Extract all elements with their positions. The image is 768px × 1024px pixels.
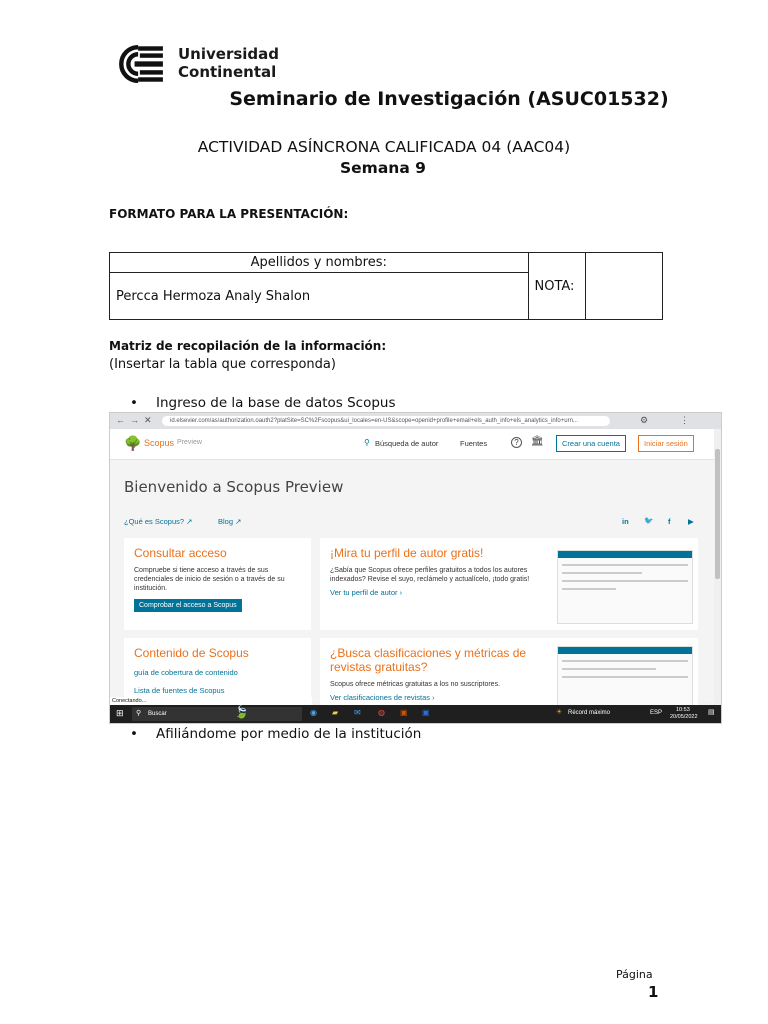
page-label: Página xyxy=(616,968,653,981)
university-logo xyxy=(108,42,170,86)
author-search-link: Búsqueda de autor xyxy=(375,439,439,448)
browser-toolbar xyxy=(110,413,721,429)
logo-text xyxy=(178,45,279,81)
card-check-access-title: Consultar acceso xyxy=(134,546,227,560)
card-scopus-content-title: Contenido de Scopus xyxy=(134,646,249,660)
bullet-item-2: • Afiliándome por medio de la institución xyxy=(156,726,421,742)
scopus-brand: Scopus xyxy=(144,438,175,448)
url-bar: id.elsevier.com/as/authorization.oauth2?platSite=SC%2Fscopus&ui_locales=en-US&scope=openid+profile+email+els_auth_info+els_analytics_info+urn... xyxy=(162,416,610,426)
taskbar-search-box xyxy=(132,707,302,721)
search-icon: ⚲ xyxy=(364,438,370,447)
matrix-heading: Matriz de recopilación de la información: xyxy=(109,339,387,353)
folder-icon: ▰ xyxy=(332,708,339,717)
status-bar: Conectando... xyxy=(110,697,312,705)
weather-text: Récord máximo xyxy=(568,710,611,716)
card-author-profile-text: ¿Sabía que Scopus ofrece perfiles gratuitos a todos los autores indexados? Revise el suyo, reclámelo y actualícelo, ¡todo gratis! xyxy=(330,567,530,583)
forward-icon: → xyxy=(130,415,139,425)
metrics-preview-thumbnail xyxy=(557,646,693,708)
facebook-icon: f xyxy=(668,517,671,526)
week-label: Semana 9 xyxy=(340,159,426,177)
grade-value xyxy=(585,253,662,320)
taskbar-search-icon: ⚲ xyxy=(136,710,142,717)
scopus-page xyxy=(110,460,714,702)
word-icon: ▣ xyxy=(422,708,430,717)
powerpoint-icon: ▣ xyxy=(400,708,408,717)
student-name: Percca Hermoza Analy Shalon xyxy=(110,273,529,320)
profile-preview-thumbnail xyxy=(557,550,693,624)
menu-icon: ⋮ xyxy=(680,415,689,425)
blog-link: Blog ↗ xyxy=(218,517,242,526)
chrome-icon: ◍ xyxy=(378,708,385,717)
create-account-button: Crear una cuenta xyxy=(556,435,626,452)
card-check-access-text: Compruebe si tiene acceso a través de sus credenciales de inicio de sesión o a través de su institución. xyxy=(134,567,285,592)
sign-in-button: Iniciar sesión xyxy=(638,435,694,452)
card-author-profile xyxy=(320,538,698,630)
youtube-icon: ▶ xyxy=(688,517,694,526)
help-icon: ? xyxy=(511,437,522,448)
grade-label: NOTA: xyxy=(528,253,585,320)
edge-icon: ◉ xyxy=(310,708,317,717)
scrollbar xyxy=(714,429,721,705)
scopus-header xyxy=(110,429,714,460)
notification-icon: ▤ xyxy=(708,709,715,716)
names-label: Apellidos y nombres: xyxy=(110,253,529,273)
mail-icon: ✉ xyxy=(354,708,361,717)
sources-link: Fuentes xyxy=(460,439,488,448)
scopus-screenshot xyxy=(109,412,722,724)
taskbar-search-label: Buscar xyxy=(148,711,167,717)
activity-title: ACTIVIDAD ASÍNCRONA CALIFICADA 04 (AAC04) xyxy=(197,138,571,156)
author-profile-link: Ver tu perfil de autor › xyxy=(330,588,403,597)
sources-list-link: Lista de fuentes de Scopus xyxy=(134,686,225,695)
windows-start-icon: ⊞ xyxy=(116,708,124,718)
what-is-scopus-link: ¿Qué es Scopus? ↗ xyxy=(124,517,193,526)
weather-icon: ☀ xyxy=(556,709,563,716)
card-journal-metrics-title: ¿Busca clasificaciones y métricas de revistas gratuitas? xyxy=(330,646,527,674)
twitter-icon: 🐦 xyxy=(644,516,654,525)
card-author-profile-title: ¡Mira tu perfil de autor gratis! xyxy=(330,546,484,560)
card-journal-metrics xyxy=(320,638,698,708)
leaf-icon: 🍃 xyxy=(234,705,249,719)
card-check-access xyxy=(124,538,311,630)
bullet-item-1: • Ingreso de la base de datos Scopus xyxy=(156,395,396,411)
format-heading: FORMATO PARA LA PRESENTACIÓN: xyxy=(109,207,349,221)
logo-line2: Continental xyxy=(178,63,277,81)
welcome-heading: Bienvenido a Scopus Preview xyxy=(124,478,344,496)
insert-note: (Insertar la tabla que corresponda) xyxy=(109,357,336,372)
close-icon: ✕ xyxy=(144,415,152,425)
logo-line1: Universidad xyxy=(178,45,280,63)
elsevier-tree-icon: 🌳 xyxy=(124,435,142,451)
document-title: Seminario de Investigación (ASUC01532) xyxy=(229,88,669,110)
coverage-guide-link: guía de cobertura de contenido xyxy=(134,668,238,677)
check-access-button: Comprobar el acceso a Scopus xyxy=(134,599,242,612)
clock-time: 10:53 xyxy=(676,707,690,713)
card-journal-metrics-text: Scopus ofrece métricas gratuitas a los no suscriptores. xyxy=(330,681,501,688)
back-icon: ← xyxy=(116,415,125,425)
journal-rankings-link: Ver clasificaciones de revistas › xyxy=(330,693,435,702)
windows-taskbar xyxy=(110,705,721,723)
linkedin-icon: in xyxy=(622,517,629,526)
student-info-table xyxy=(109,252,663,320)
scopus-brand-sub: Preview xyxy=(177,439,202,446)
extension-icon: ⚙ xyxy=(640,415,649,425)
institution-icon: 🏛 xyxy=(531,436,544,447)
page-number: 1 xyxy=(648,983,659,1001)
language-indicator: ESP xyxy=(650,710,663,716)
clock-date: 20/05/2022 xyxy=(670,714,698,720)
